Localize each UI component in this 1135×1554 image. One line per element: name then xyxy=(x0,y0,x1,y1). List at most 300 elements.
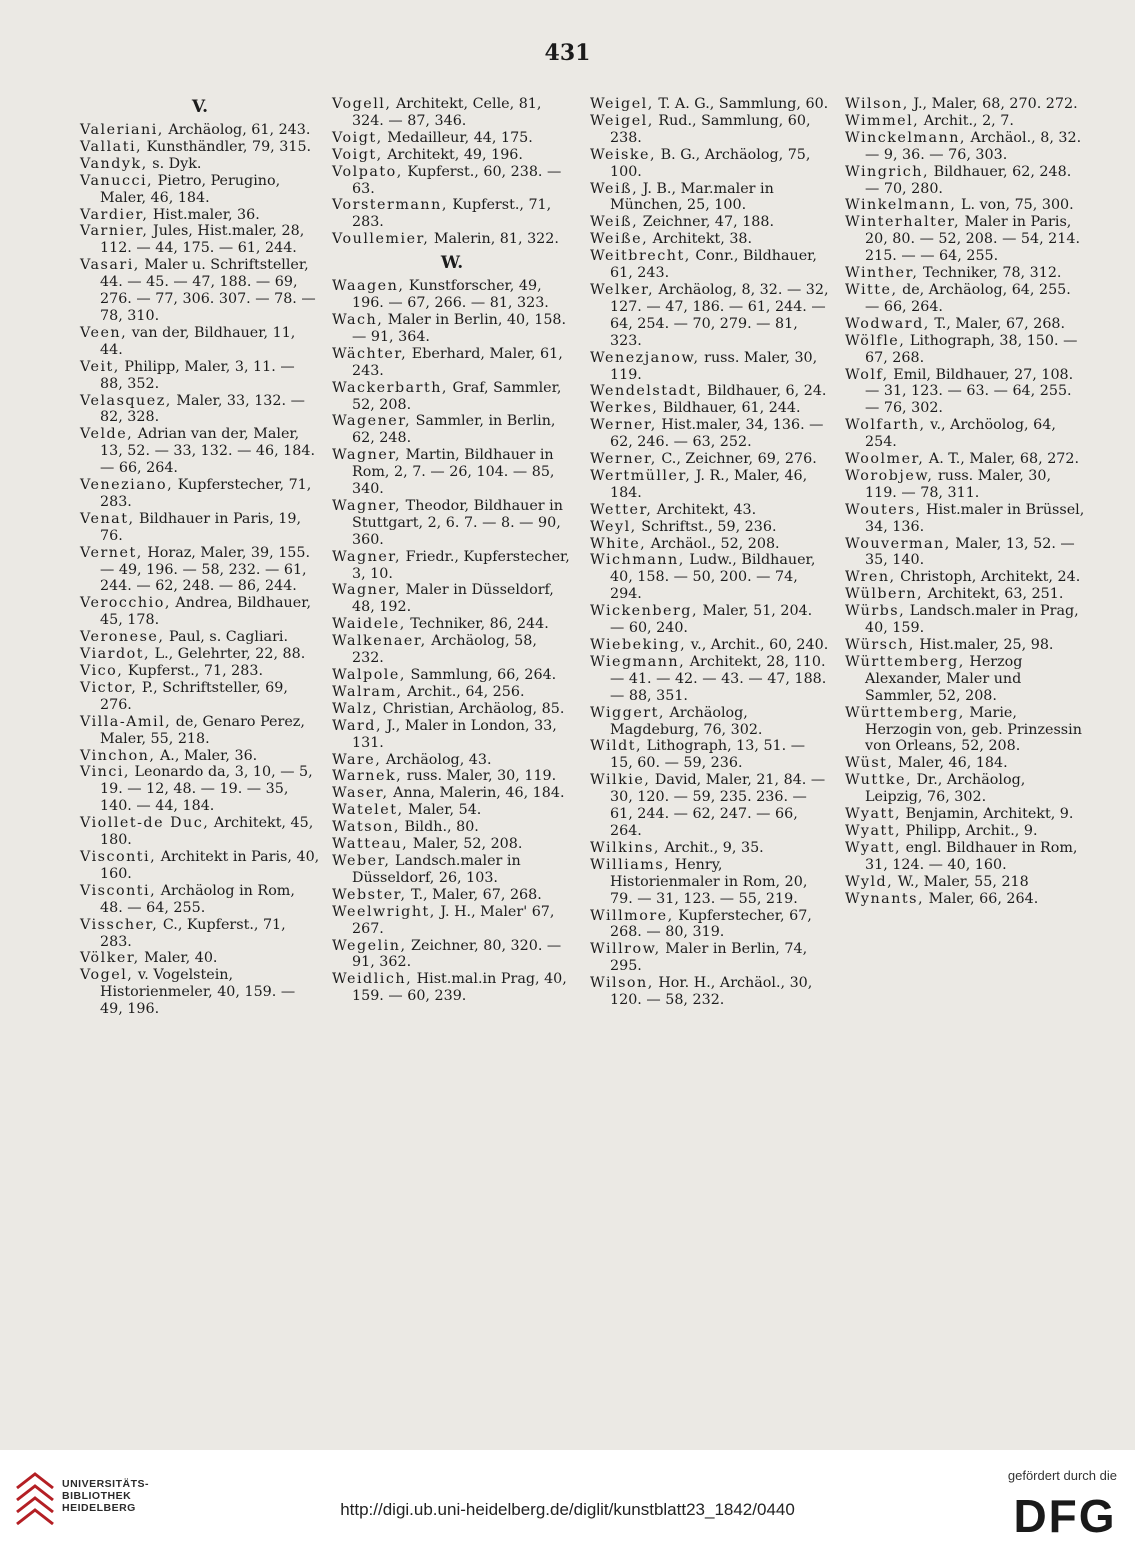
index-entry xyxy=(332,768,572,785)
entry-name: Württemberg, xyxy=(845,653,965,670)
index-entry xyxy=(590,772,830,840)
entry-text: Hist.mal.in Prag, 40, 159. — 60, 239. xyxy=(352,971,567,1005)
entry-name: Welker, xyxy=(590,281,654,298)
index-entry xyxy=(332,197,572,231)
entry-text: Emil, Bildhauer, 27, 108. — 31, 123. — 63. — 64, 255. — 76, 302. xyxy=(865,366,1074,417)
entry-text: Adrian van der, Maler, 13, 52. — 33, 132. — 46, 184. — 66, 264. xyxy=(100,426,316,477)
entry-text: Archäolog in Rom, 48. — 64, 255. xyxy=(100,882,295,916)
index-entry xyxy=(332,667,572,684)
index-entry xyxy=(845,603,1085,637)
entry-text: Maler, 54. xyxy=(408,802,482,819)
entry-text: Kupferst., 71, 283. xyxy=(352,197,552,231)
index-entry xyxy=(590,975,830,1009)
entry-name: Visconti, xyxy=(80,848,157,865)
entry-name: Weigel, xyxy=(590,112,654,129)
entry-text: J. R., Maler, 46, 184. xyxy=(610,467,808,501)
entry-text: Maler, 33, 132. — 82, 328. xyxy=(100,392,305,426)
entry-name: Weyl, xyxy=(590,518,637,535)
entry-name: Werner, xyxy=(590,417,657,434)
entry-text: J. H., Maler' 67, 267. xyxy=(352,903,555,937)
index-entry xyxy=(80,325,320,359)
index-entry xyxy=(590,502,830,519)
entry-name: Walkenaer, xyxy=(332,633,427,650)
entry-name: Verocchio, xyxy=(80,595,171,612)
entry-name: Weiske, xyxy=(590,146,657,163)
entry-name: Vico, xyxy=(80,663,124,679)
entry-name: Villa-Amil, xyxy=(80,713,172,730)
entry-text: Maler, 40. xyxy=(144,950,218,967)
entry-text: Maler in Paris, 20, 80. — 52, 208. — 54, 214. 215. — — 64, 255. xyxy=(865,214,1081,265)
index-entry xyxy=(845,806,1085,823)
entry-name: Velde, xyxy=(80,426,134,443)
entry-text: Archäolog, 58, 232. xyxy=(352,633,537,667)
entry-name: Waagen, xyxy=(332,278,405,295)
index-entry xyxy=(332,853,572,887)
index-entry xyxy=(845,654,1085,705)
index-entry xyxy=(590,705,830,739)
entry-name: Wingrich, xyxy=(845,163,930,180)
entry-name: Wyatt, xyxy=(845,806,902,823)
entry-text: de, Archäolog, 64, 255. — 66, 264. xyxy=(865,281,1071,315)
logo-line: BIBLIOTHEK xyxy=(62,1490,132,1502)
entry-name: Weitbrecht, xyxy=(590,248,691,265)
entry-text: Rud., Sammlung, 60, 238. xyxy=(610,112,811,146)
entry-name: Walram, xyxy=(332,683,403,700)
footer-bar xyxy=(0,1450,1135,1554)
dfg-logo-icon[interactable] xyxy=(1011,1492,1119,1536)
index-entry xyxy=(332,582,572,616)
source-url-link[interactable]: http://digi.ub.uni-heidelberg.de/diglit/kunstblatt23_1842/0440 xyxy=(340,1500,795,1519)
entry-text: L. von, 75, 300. xyxy=(961,197,1074,214)
entry-name: Veronese, xyxy=(80,629,165,646)
entry-text: Anna, Malerin, 46, 184. xyxy=(393,785,565,802)
index-entry xyxy=(845,891,1085,908)
entry-text: Jules, Hist.maler, 28, 112. — 44, 175. — 61, 244. xyxy=(100,223,305,257)
entry-text: Friedr., Kupferstecher, 3, 10. xyxy=(352,548,570,582)
entry-name: Vinci, xyxy=(80,764,130,781)
section-letter-v: V. xyxy=(191,97,209,117)
entry-text: C., Kupferst., 71, 283. xyxy=(100,916,286,950)
entry-text: Medailleur, 44, 175. xyxy=(387,129,533,146)
index-entry xyxy=(845,96,1085,113)
entry-name: Velasquez, xyxy=(80,392,172,409)
index-entry xyxy=(332,836,572,853)
index-entry xyxy=(332,447,572,498)
entry-text: Landsch.maler in Prag, 40, 159. xyxy=(865,603,1079,637)
index-entry xyxy=(80,595,320,629)
index-entry xyxy=(590,738,830,772)
index-entry xyxy=(332,549,572,583)
entry-text: Bildhauer, 61, 244. xyxy=(662,400,801,417)
entry-name: Viollet-de Duc, xyxy=(80,815,210,832)
index-entry xyxy=(590,231,830,248)
entry-text: Architekt, 49, 196. xyxy=(387,146,523,163)
index-entry xyxy=(590,857,830,908)
entry-text: A., Maler, 36. xyxy=(159,747,258,764)
index-entry xyxy=(80,477,320,511)
entry-name: Winterhalter, xyxy=(845,214,961,231)
entry-text: Archäolog, Magdeburg, 76, 302. xyxy=(610,704,763,738)
entry-name: Walpole, xyxy=(332,667,406,683)
entry-text: P., Schriftsteller, 69, 276. xyxy=(100,679,288,713)
index-entry xyxy=(80,663,320,680)
index-entry xyxy=(590,248,830,282)
entry-text: C., Zeichner, 69, 276. xyxy=(661,451,817,468)
entry-text: Sammler, in Berlin, 62, 248. xyxy=(352,413,556,447)
index-entry xyxy=(80,393,320,427)
index-entry xyxy=(332,312,572,346)
index-entry xyxy=(80,917,320,951)
index-entry xyxy=(332,904,572,938)
entry-text: Kupferst., 71, 283. xyxy=(127,663,264,679)
index-entry xyxy=(845,367,1085,418)
entry-text: T., Maler, 67, 268. xyxy=(411,886,542,903)
index-entry xyxy=(80,629,320,646)
entry-name: Vinchon, xyxy=(80,747,156,764)
index-entry xyxy=(590,113,830,147)
entry-name: Wolfarth, xyxy=(845,417,926,434)
entry-list xyxy=(332,96,572,248)
entry-name: Vasari, xyxy=(80,257,140,274)
entry-text: A. T., Maler, 68, 272. xyxy=(928,451,1080,468)
section-letter-w: W. xyxy=(440,253,464,274)
index-entry xyxy=(590,637,830,654)
entry-name: Watson, xyxy=(332,819,400,836)
entry-text: Philipp, Maler, 3, 11. — 88, 352. xyxy=(100,358,295,392)
index-entry xyxy=(332,819,572,836)
entry-name: Vernet, xyxy=(80,544,143,561)
index-entry xyxy=(332,413,572,447)
entry-text: J. B., Mar.maler in München, 25, 100. xyxy=(610,180,774,214)
entry-name: Vallati, xyxy=(80,138,143,155)
entry-name: Veneziano, xyxy=(80,477,174,494)
entry-text: russ. Maler, 30, 119. — 78, 311. xyxy=(865,467,1052,501)
entry-text: Hist.maler, 34, 136. — 62, 246. — 63, 252. xyxy=(610,417,824,451)
entry-text: russ. Maler, 30, 119. xyxy=(406,768,557,785)
entry-name: Victor, xyxy=(80,679,138,696)
entry-name: Valeriani, xyxy=(80,122,164,138)
entry-name: Vogell, xyxy=(332,96,392,112)
entry-list xyxy=(80,122,320,1018)
entry-text: van der, Bildhauer, 11, 44. xyxy=(100,324,296,358)
entry-name: Wach, xyxy=(332,311,384,328)
index-entry xyxy=(845,823,1085,840)
index-entry xyxy=(80,967,320,1018)
entry-name: Veen, xyxy=(80,324,128,341)
index-entry xyxy=(845,569,1085,586)
entry-name: Voullemier, xyxy=(332,231,430,248)
index-entry xyxy=(590,282,830,350)
entry-text: Archäolog, 8, 32. — 32, 127. — 47, 186. — 61, 244. — 64, 254. — 70, 279. — 81, 323. xyxy=(610,281,829,349)
index-entry xyxy=(590,400,830,417)
entry-name: Werkes, xyxy=(590,400,659,417)
index-entry xyxy=(332,498,572,549)
entry-text: Christian, Archäolog, 85. xyxy=(382,700,565,717)
dfg-logo-text: DFG xyxy=(1013,1492,1117,1536)
index-entry xyxy=(332,701,572,718)
index-entry xyxy=(80,139,320,156)
entry-name: Wetter, xyxy=(590,501,653,518)
entry-name: Wüst, xyxy=(845,755,894,772)
entry-text: Theodor, Bildhauer in Stuttgart, 2, 6. 7. — 8. — 90, 360. xyxy=(352,497,563,548)
index-entry xyxy=(80,849,320,883)
entry-name: Warnek, xyxy=(332,768,403,785)
index-entry xyxy=(332,231,572,248)
entry-text: Archäolog, 43. xyxy=(385,751,492,768)
index-entry xyxy=(80,207,320,224)
entry-name: Wildt, xyxy=(590,738,643,755)
index-entry xyxy=(845,772,1085,806)
entry-text: Andrea, Bildhauer, 45, 178. xyxy=(100,595,312,629)
entry-text: Christoph, Architekt, 24. xyxy=(900,569,1081,586)
entry-name: Wilkins, xyxy=(590,839,660,856)
entry-text: Maler, 46, 184. xyxy=(898,755,1008,772)
entry-name: Wiggert, xyxy=(590,704,665,721)
index-entry xyxy=(845,333,1085,367)
index-entry xyxy=(80,950,320,967)
entry-name: Wagner, xyxy=(332,548,402,565)
entry-name: Witte, xyxy=(845,281,898,298)
index-entry xyxy=(845,282,1085,316)
entry-text: Bildhauer, 6, 24. xyxy=(706,383,827,400)
index-entry xyxy=(590,908,830,942)
entry-name: Vardier, xyxy=(80,206,149,223)
index-entry xyxy=(590,147,830,181)
entry-name: Weber, xyxy=(332,852,391,869)
entry-name: Winckelmann, xyxy=(845,129,966,146)
entry-text: W., Maler, 55, 218 xyxy=(897,873,1029,890)
entry-name: Wimmel, xyxy=(845,112,920,129)
entry-text: Architekt, 43. xyxy=(656,501,757,518)
index-entry xyxy=(845,265,1085,282)
index-entry xyxy=(845,586,1085,603)
entry-text: de, Genaro Perez, Maler, 55, 218. xyxy=(100,713,305,747)
entry-name: Wiebeking, xyxy=(590,637,687,653)
entry-name: Wagner, xyxy=(332,497,402,514)
index-entry xyxy=(590,350,830,384)
entry-text: Kupferstecher, 67, 268. — 80, 319. xyxy=(610,907,812,941)
index-entry xyxy=(332,380,572,414)
index-entry xyxy=(590,603,830,637)
entry-text: Architekt, 28, 110. — 41. — 42. — 43. — 47, 188. — 88, 351. xyxy=(610,653,827,704)
entry-text: Maler in Berlin, 74, 295. xyxy=(610,941,808,975)
entry-name: Winkelmann, xyxy=(845,197,957,214)
entry-name: Watteau, xyxy=(332,836,409,853)
entry-name: Weelwright, xyxy=(332,903,436,920)
entry-text: Benjamin, Architekt, 9. xyxy=(905,806,1074,823)
entry-text: Hist.maler in Brüssel, 34, 136. xyxy=(865,501,1085,535)
entry-name: Wegelin, xyxy=(332,937,407,954)
index-entry xyxy=(590,468,830,502)
entry-text: Marie, Herzogin von, geb. Prinzessin von Orleans, 52, 208. xyxy=(865,704,1082,755)
index-entry xyxy=(590,552,830,603)
entry-name: Vorstermann, xyxy=(332,197,448,214)
index-entry xyxy=(332,887,572,904)
entry-text: Architekt, 38. xyxy=(652,231,753,248)
entry-name: Wächter, xyxy=(332,345,408,362)
entry-name: Willrow, xyxy=(590,941,661,958)
index-entry xyxy=(332,130,572,147)
entry-name: Ward, xyxy=(332,717,383,734)
index-entry xyxy=(332,147,572,164)
entry-text: Bildh., 80. xyxy=(404,819,479,836)
index-entry xyxy=(845,536,1085,570)
index-entry xyxy=(332,96,572,130)
entry-text: Ludw., Bildhauer, 40, 158. — 50, 200. — 74, 294. xyxy=(610,552,816,603)
entry-name: Wilkie, xyxy=(590,772,651,789)
entry-name: Weidlich, xyxy=(332,971,413,988)
index-entry xyxy=(332,616,572,633)
index-column-4 xyxy=(845,96,1085,908)
index-entry xyxy=(80,815,320,849)
entry-name: Wenezjanow, xyxy=(590,349,700,366)
index-entry xyxy=(845,417,1085,451)
entry-name: Völker, xyxy=(80,950,140,967)
index-entry xyxy=(80,426,320,477)
entry-text: v. Vogelstein, Historienmeler, 40, 159. — 49, 196. xyxy=(100,967,296,1018)
entry-name: Vandyk, xyxy=(80,155,148,172)
entry-name: Viardot, xyxy=(80,646,151,663)
entry-text: Bildhauer, 62, 248. — 70, 280. xyxy=(865,163,1072,197)
index-entry xyxy=(80,646,320,663)
entry-name: Ware, xyxy=(332,751,382,768)
entry-text: Hor. H., Archäol., 30, 120. — 58, 232. xyxy=(610,975,813,1009)
entry-text: Kunsthändler, 79, 315. xyxy=(146,138,312,155)
index-entry xyxy=(590,214,830,231)
entry-name: Visscher, xyxy=(80,916,159,933)
entry-name: Wren, xyxy=(845,569,896,586)
entry-name: Wertmüller, xyxy=(590,467,692,484)
entry-name: Webster, xyxy=(332,886,407,903)
entry-text: Kupferst., 60, 238. — 63. xyxy=(352,163,562,197)
index-entry xyxy=(332,278,572,312)
entry-name: Württemberg, xyxy=(845,704,965,721)
entry-name: Weiße, xyxy=(590,231,649,248)
entry-text: Maler in Düsseldorf, 48, 192. xyxy=(352,582,554,616)
entry-text: Kunstforscher, 49, 196. — 67, 266. — 81, 323. xyxy=(352,278,549,312)
entry-name: Volpato, xyxy=(332,163,403,180)
index-entry xyxy=(80,156,320,173)
entry-text: Archit., 9, 35. xyxy=(664,839,764,856)
index-entry xyxy=(332,802,572,819)
entry-text: Lithograph, 38, 150. — 67, 268. xyxy=(865,332,1078,366)
entry-name: Wendelstadt, xyxy=(590,383,703,400)
entry-text: Techniker, 78, 312. xyxy=(923,265,1062,282)
index-entry xyxy=(590,451,830,468)
entry-name: Voigt, xyxy=(332,146,383,163)
entry-name: Wagner, xyxy=(332,582,402,599)
entry-text: Philipp, Archit., 9. xyxy=(905,822,1038,839)
entry-name: Varnier, xyxy=(80,223,149,240)
entry-name: Wodward, xyxy=(845,315,930,332)
entry-name: Würsch, xyxy=(845,637,915,653)
entry-text: L., Gelehrter, 22, 88. xyxy=(154,646,306,663)
entry-name: Wülbern, xyxy=(845,586,924,603)
index-entry xyxy=(332,971,572,1005)
entry-name: Wölfle, xyxy=(845,332,906,349)
entry-name: Weigel, xyxy=(590,96,654,112)
entry-name: Wickenberg, xyxy=(590,603,698,620)
entry-text: Lithograph, 13, 51. — 15, 60. — 59, 236. xyxy=(610,738,806,772)
entry-text: Architekt, Celle, 81, 324. — 87, 346. xyxy=(352,96,542,129)
entry-name: Wynants, xyxy=(845,890,925,907)
index-entry xyxy=(845,130,1085,164)
entry-name: Vogel, xyxy=(80,967,134,984)
entry-name: Willmore, xyxy=(590,907,674,924)
entry-text: Graf, Sammler, 52, 208. xyxy=(352,379,562,413)
entry-text: Dr., Archäolog, Leipzig, 76, 302. xyxy=(865,772,1026,806)
entry-name: Weiß, xyxy=(590,180,639,197)
index-entry xyxy=(590,519,830,536)
index-entry xyxy=(332,346,572,380)
funded-by-label: gefördert durch die xyxy=(1007,1468,1117,1483)
entry-name: Wichmann, xyxy=(590,552,685,569)
index-column-1 xyxy=(80,96,320,1018)
entry-text: Archäol., 52, 208. xyxy=(650,535,780,552)
entry-text: Maler, 52, 208. xyxy=(412,836,523,853)
entry-text: Schriftst., 59, 236. xyxy=(641,518,777,535)
entry-text: Maler, 51, 204. — 60, 240. xyxy=(610,603,813,637)
entry-text: Sammlung, 66, 264. xyxy=(410,667,557,683)
entry-name: Visconti, xyxy=(80,882,157,899)
entry-name: Wilson, xyxy=(590,975,654,992)
index-entry xyxy=(845,316,1085,333)
index-entry xyxy=(590,536,830,553)
entry-name: Veit, xyxy=(80,358,120,375)
index-entry xyxy=(332,633,572,667)
index-entry xyxy=(590,654,830,705)
index-entry xyxy=(590,96,830,113)
index-entry xyxy=(332,785,572,802)
entry-text: Archäol., 8, 32. — 9, 36. — 76, 303. xyxy=(865,129,1082,163)
entry-text: Pietro, Perugino, Maler, 46, 184. xyxy=(100,172,281,206)
entry-name: Vanucci, xyxy=(80,172,154,189)
entry-text: russ. Maler, 30, 119. xyxy=(610,349,818,383)
index-entry xyxy=(332,164,572,198)
entry-text: Hist.maler, 25, 98. xyxy=(919,637,1054,653)
entry-text: Architekt in Paris, 40, 160. xyxy=(100,848,320,882)
index-entry xyxy=(80,257,320,325)
entry-name: Worobjew, xyxy=(845,467,934,484)
index-entry xyxy=(80,359,320,393)
index-entry xyxy=(332,718,572,752)
entry-text: Henry, Historienmaler in Rom, 20, 79. — 31, 123. — 55, 219. xyxy=(610,856,808,907)
entry-text: T. A. G., Sammlung, 60. xyxy=(658,96,829,112)
entry-text: Kupferstecher, 71, 283. xyxy=(100,477,312,510)
index-entry xyxy=(80,122,320,139)
entry-name: Wouverman, xyxy=(845,535,951,552)
index-column-3 xyxy=(590,96,830,1009)
entry-text: Paul, s. Cagliari. xyxy=(168,629,289,646)
entry-name: Wilson, xyxy=(845,96,909,112)
entry-text: Archäolog, 61, 243. xyxy=(168,122,311,138)
entry-text: engl. Bildhauer in Rom, 31, 124. — 40, 160. xyxy=(865,839,1078,873)
entry-name: Wackerbarth, xyxy=(332,379,448,396)
entry-text: Bildhauer in Paris, 19, 76. xyxy=(100,510,302,544)
entry-text: Malerin, 81, 322. xyxy=(433,231,559,248)
index-entry xyxy=(80,545,320,596)
index-entry xyxy=(845,113,1085,130)
entry-text: Archit., 2, 7. xyxy=(923,112,1014,129)
index-entry xyxy=(845,874,1085,891)
entry-text: Zeichner, 47, 188. xyxy=(642,214,775,231)
entry-name: Wiegmann, xyxy=(590,653,686,670)
index-entry xyxy=(845,705,1085,756)
entry-name: Wagener, xyxy=(332,413,412,430)
entry-name: Wolf, xyxy=(845,366,889,383)
entry-name: Venat, xyxy=(80,510,135,527)
entry-name: Weiß, xyxy=(590,214,639,231)
